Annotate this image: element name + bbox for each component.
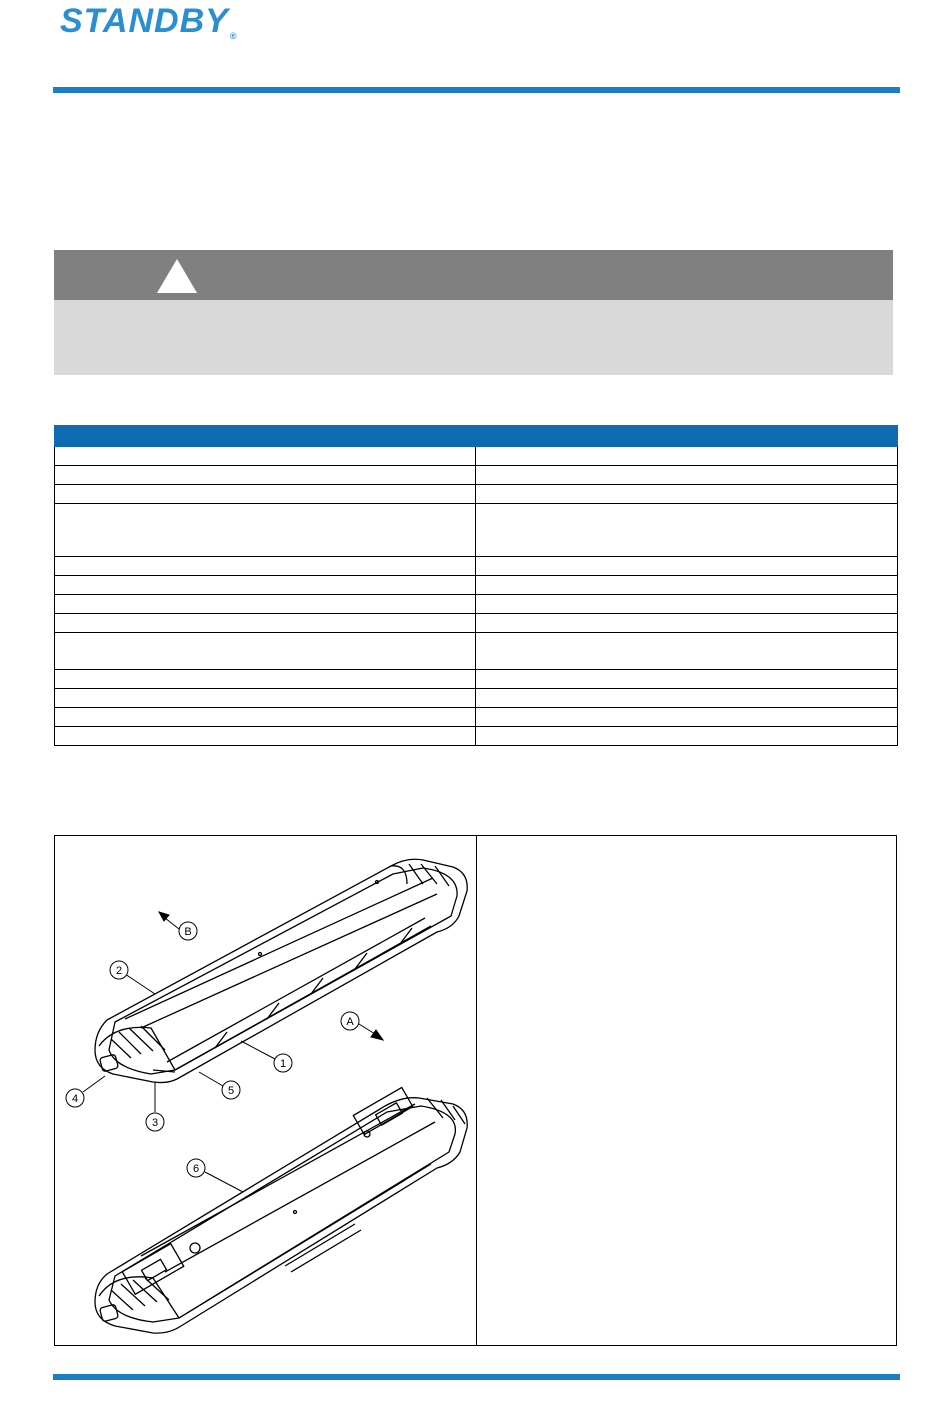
callout-1-label: 1 bbox=[279, 1058, 287, 1070]
spec-row bbox=[55, 557, 898, 576]
spec-row bbox=[55, 595, 898, 614]
header-rule bbox=[53, 87, 900, 93]
spec-row bbox=[55, 576, 898, 595]
spec-cell-right bbox=[476, 485, 898, 504]
warning-triangle-icon bbox=[155, 257, 199, 294]
spec-row bbox=[55, 633, 898, 670]
spec-row bbox=[55, 466, 898, 485]
spec-row bbox=[55, 614, 898, 633]
warning-header bbox=[54, 250, 893, 300]
lightbar-top-view bbox=[95, 859, 467, 1082]
spec-table-body bbox=[55, 447, 898, 746]
spec-row bbox=[55, 708, 898, 727]
brand-name: STANDBY bbox=[60, 2, 229, 40]
spec-cell-left bbox=[55, 727, 476, 746]
callout-a-label: A bbox=[346, 1016, 354, 1028]
spec-cell-right bbox=[476, 504, 898, 557]
warning-box bbox=[54, 250, 893, 375]
spec-table-header bbox=[55, 426, 898, 447]
spec-cell-left bbox=[55, 447, 476, 466]
spec-row bbox=[55, 670, 898, 689]
spec-cell-left bbox=[55, 485, 476, 504]
spec-row bbox=[55, 485, 898, 504]
spec-cell-left bbox=[55, 614, 476, 633]
spec-cell-right bbox=[476, 633, 898, 670]
spec-cell-right bbox=[476, 727, 898, 746]
spec-cell-right bbox=[476, 595, 898, 614]
spec-row bbox=[55, 447, 898, 466]
spec-cell-right bbox=[476, 576, 898, 595]
spec-cell-left bbox=[55, 557, 476, 576]
spec-cell-right bbox=[476, 708, 898, 727]
spec-cell-right bbox=[476, 614, 898, 633]
spec-table bbox=[54, 425, 898, 746]
spec-cell-left bbox=[55, 466, 476, 485]
spec-cell-left bbox=[55, 633, 476, 670]
lightbar-drawing bbox=[55, 836, 476, 1345]
footer-rule bbox=[53, 1374, 900, 1380]
callout-3-label: 3 bbox=[151, 1117, 159, 1129]
spec-cell-right bbox=[476, 447, 898, 466]
spec-cell-left bbox=[55, 595, 476, 614]
brand-logo bbox=[60, 2, 237, 42]
spec-cell-left bbox=[55, 708, 476, 727]
callout-5-label: 5 bbox=[227, 1085, 235, 1097]
warning-body bbox=[54, 300, 893, 375]
spec-row bbox=[55, 689, 898, 708]
callout-2-label: 2 bbox=[115, 965, 123, 977]
spec-cell-right bbox=[476, 466, 898, 485]
spec-cell-left bbox=[55, 576, 476, 595]
callout-4-label: 4 bbox=[71, 1093, 79, 1105]
spec-cell-left bbox=[55, 670, 476, 689]
spec-header-left bbox=[55, 426, 476, 447]
spec-cell-right bbox=[476, 670, 898, 689]
spec-cell-left bbox=[55, 689, 476, 708]
spec-row bbox=[55, 504, 898, 557]
product-figure bbox=[54, 835, 897, 1346]
figure-divider bbox=[476, 836, 477, 1345]
spec-cell-right bbox=[476, 689, 898, 708]
spec-row bbox=[55, 727, 898, 746]
registered-mark: ® bbox=[229, 31, 238, 41]
spec-cell-left bbox=[55, 504, 476, 557]
spec-header-right bbox=[476, 426, 898, 447]
spec-cell-right bbox=[476, 557, 898, 576]
callout-b-label: B bbox=[184, 926, 192, 938]
callout-6-label: 6 bbox=[192, 1163, 200, 1175]
